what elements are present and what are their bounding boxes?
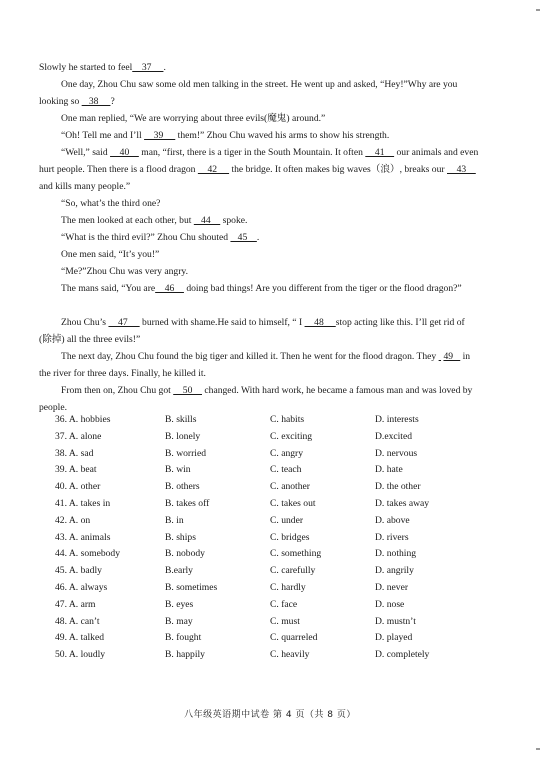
option-choice: B. takes off bbox=[165, 497, 210, 509]
passage-text: Zhou Chu’s bbox=[61, 317, 109, 328]
passage-text: One day, Zhou Chu saw some old men talking in the street. He went up and asked, “Hey!”Why are you looking so bbox=[39, 79, 458, 107]
answer-blank: 50 bbox=[173, 385, 202, 396]
option-choice: B. worried bbox=[165, 447, 207, 459]
option-choice: B. happily bbox=[165, 649, 205, 661]
edge-mark bbox=[536, 748, 540, 750]
passage-text: . bbox=[256, 232, 260, 243]
option-choice: B. others bbox=[165, 481, 200, 493]
option-choice: D. completely bbox=[375, 649, 430, 661]
passage-text: . bbox=[163, 62, 166, 73]
option-choice: 37. A. alone bbox=[55, 430, 102, 442]
option-choice: D. mustn’t bbox=[375, 615, 416, 627]
option-choice: 49. A. talked bbox=[55, 632, 105, 644]
option-row bbox=[55, 614, 485, 631]
answer-blank: 47 bbox=[108, 317, 140, 328]
passage-paragraph bbox=[39, 144, 479, 195]
option-choice: 44. A. somebody bbox=[55, 548, 121, 560]
passage-text: in the river for three days. Finally, he killed it. bbox=[39, 351, 471, 379]
option-choice: 42. A. on bbox=[55, 514, 91, 526]
answer-blank: 48 bbox=[304, 317, 336, 328]
option-row bbox=[55, 630, 485, 647]
option-choice: C. exciting bbox=[270, 430, 313, 442]
passage-text: “Oh! Tell me and I’ll bbox=[61, 130, 145, 141]
option-choice: D. nervous bbox=[375, 447, 418, 459]
edge-mark bbox=[536, 9, 540, 11]
option-choice: B. sometimes bbox=[165, 581, 218, 593]
option-choice: D. angrily bbox=[375, 565, 414, 577]
passage-paragraph bbox=[39, 229, 479, 246]
passage-text: “Me?”Zhou Chu was very angry. bbox=[61, 266, 188, 277]
option-choice: C. habits bbox=[270, 414, 305, 425]
passage-text: burned with shame.He said to himself, “ I bbox=[139, 317, 305, 328]
option-choice: C. teach bbox=[270, 464, 302, 476]
option-choice: B. may bbox=[165, 615, 193, 627]
option-choice: B. ships bbox=[165, 531, 196, 543]
answer-blank: 37 bbox=[132, 62, 164, 73]
passage-text: The mans said, “You are bbox=[61, 283, 156, 294]
option-choice: B. fought bbox=[165, 632, 202, 644]
option-choice: 38. A. sad bbox=[55, 447, 94, 459]
passage-paragraph bbox=[39, 348, 479, 382]
answer-blank: 40 bbox=[110, 147, 139, 158]
passage-text: spoke. bbox=[220, 215, 248, 226]
passage-paragraph bbox=[39, 246, 479, 263]
option-choice: 36. A. hobbies bbox=[55, 414, 111, 425]
option-row bbox=[55, 546, 485, 563]
option-choice: D. the other bbox=[375, 481, 421, 493]
passage-paragraph bbox=[39, 59, 479, 76]
option-choice: D. nose bbox=[375, 598, 405, 610]
option-choice: D. hate bbox=[375, 464, 403, 476]
answer-blank: 45 bbox=[230, 232, 257, 243]
passage-text: man, “first, there is a tiger in the South Mountain. It often bbox=[138, 147, 366, 158]
passage-paragraph bbox=[39, 195, 479, 212]
passage-text: “What is the third evil?” Zhou Chu shouted bbox=[61, 232, 231, 243]
option-choice: D. nothing bbox=[375, 548, 417, 560]
passage-paragraph bbox=[39, 127, 479, 144]
option-choice: C. angry bbox=[270, 447, 304, 459]
passage-paragraph bbox=[39, 76, 479, 110]
option-choice: C. hardly bbox=[270, 581, 306, 593]
option-row bbox=[55, 513, 485, 530]
passage-paragraph bbox=[39, 382, 479, 416]
option-choice: B. skills bbox=[165, 414, 197, 425]
passage-text: our animals and even hurt people. Then there is a flood dragon bbox=[39, 147, 479, 175]
option-choice: B. eyes bbox=[165, 598, 194, 610]
option-choice: C. quarreled bbox=[270, 632, 318, 644]
option-choice: B. nobody bbox=[165, 548, 205, 560]
option-choice: C. another bbox=[270, 481, 310, 493]
option-choice: D. above bbox=[375, 514, 410, 526]
passage-paragraph bbox=[39, 110, 479, 127]
option-choice: D. takes away bbox=[375, 497, 430, 509]
passage-paragraph bbox=[39, 263, 479, 280]
passage-text: The men looked at each other, but bbox=[61, 215, 194, 226]
passage-text: and kills many people.” bbox=[39, 181, 131, 192]
option-choice: 47. A. arm bbox=[55, 598, 96, 610]
answer-blank: 41 bbox=[365, 147, 395, 158]
option-choice: 39. A. beat bbox=[55, 464, 97, 476]
answer-blank: 42 bbox=[197, 164, 230, 175]
answer-blank: 49 bbox=[443, 351, 461, 362]
page-footer: 八年级英语期中试卷 第 4 页（共 8 页） bbox=[184, 710, 356, 720]
option-row bbox=[55, 479, 485, 496]
option-choice: 41. A. takes in bbox=[55, 497, 111, 509]
option-row bbox=[55, 446, 485, 463]
option-choice: 46. A. always bbox=[55, 581, 108, 593]
option-choice: C. face bbox=[270, 598, 298, 610]
option-choice: B. in bbox=[165, 514, 184, 526]
option-row bbox=[55, 530, 485, 547]
option-choice: C. carefully bbox=[270, 565, 316, 577]
option-choice: B.early bbox=[165, 565, 193, 577]
passage-text: The next day, Zhou Chu found the big tiger and killed it. Then he went for the flood dragon. They bbox=[61, 351, 439, 362]
passage-paragraph bbox=[39, 280, 479, 297]
option-row bbox=[55, 462, 485, 479]
option-choice: D. never bbox=[375, 581, 409, 593]
option-row bbox=[55, 412, 485, 429]
passage-text: the bridge. It often makes big waves（浪）, breaks our bbox=[229, 164, 447, 175]
option-choice: D. played bbox=[375, 632, 413, 644]
option-choice: C. must bbox=[270, 615, 300, 627]
option-choice: B. lonely bbox=[165, 430, 201, 442]
option-choice: D. interests bbox=[375, 414, 419, 425]
option-choice: B. win bbox=[165, 464, 191, 476]
option-choice: 50. A. loudly bbox=[55, 649, 106, 661]
option-row bbox=[55, 429, 485, 446]
passage-text: ? bbox=[110, 96, 115, 107]
option-choice: 45. A. badly bbox=[55, 565, 102, 577]
option-choice: D. rivers bbox=[375, 531, 409, 543]
answer-blank: 43 bbox=[447, 164, 476, 175]
passage-text: “Well,” said bbox=[61, 147, 111, 158]
option-choice: C. takes out bbox=[270, 497, 316, 509]
option-choice: 40. A. other bbox=[55, 481, 101, 493]
option-choice: C. heavily bbox=[270, 649, 310, 661]
answer-blank: 38 bbox=[81, 96, 111, 107]
option-row bbox=[55, 563, 485, 580]
option-row bbox=[55, 580, 485, 597]
passage-text: them!” Zhou Chu waved his arms to show his strength. bbox=[175, 130, 390, 141]
option-choice: C. something bbox=[270, 548, 322, 560]
option-row bbox=[55, 597, 485, 614]
option-row bbox=[55, 496, 485, 513]
passage-text: doing bad things! Are you different from the tiger or the flood dragon?” bbox=[183, 283, 462, 294]
answer-blank: 46 bbox=[155, 283, 184, 294]
answer-blank: 39 bbox=[144, 130, 176, 141]
passage-text: Slowly he started to feel bbox=[39, 62, 133, 73]
option-choice: C. under bbox=[270, 514, 304, 526]
option-choice: 48. A. can’t bbox=[55, 615, 100, 627]
passage-text: stop acting like this. I’ll get rid of (除掉) all the three evils!” bbox=[39, 317, 465, 345]
passage-paragraph bbox=[39, 314, 479, 348]
option-choice: D.excited bbox=[375, 430, 413, 442]
passage-text: From then on, Zhou Chu got bbox=[61, 385, 174, 396]
option-choice: 43. A. animals bbox=[55, 531, 111, 543]
passage-text: One men said, “It’s you!” bbox=[61, 249, 160, 260]
passage-text: One man replied, “We are worrying about three evils(魔鬼) around.” bbox=[61, 113, 326, 124]
option-choice: C. bridges bbox=[270, 531, 310, 543]
option-row bbox=[55, 647, 485, 664]
passage-paragraph bbox=[39, 212, 479, 229]
answer-blank: 44 bbox=[193, 215, 221, 226]
passage-text: changed. With hard work, he became a famous man and was loved by people. bbox=[39, 385, 473, 413]
answer-options bbox=[55, 412, 485, 664]
passage-text: “So, what’s the third one? bbox=[61, 198, 161, 209]
